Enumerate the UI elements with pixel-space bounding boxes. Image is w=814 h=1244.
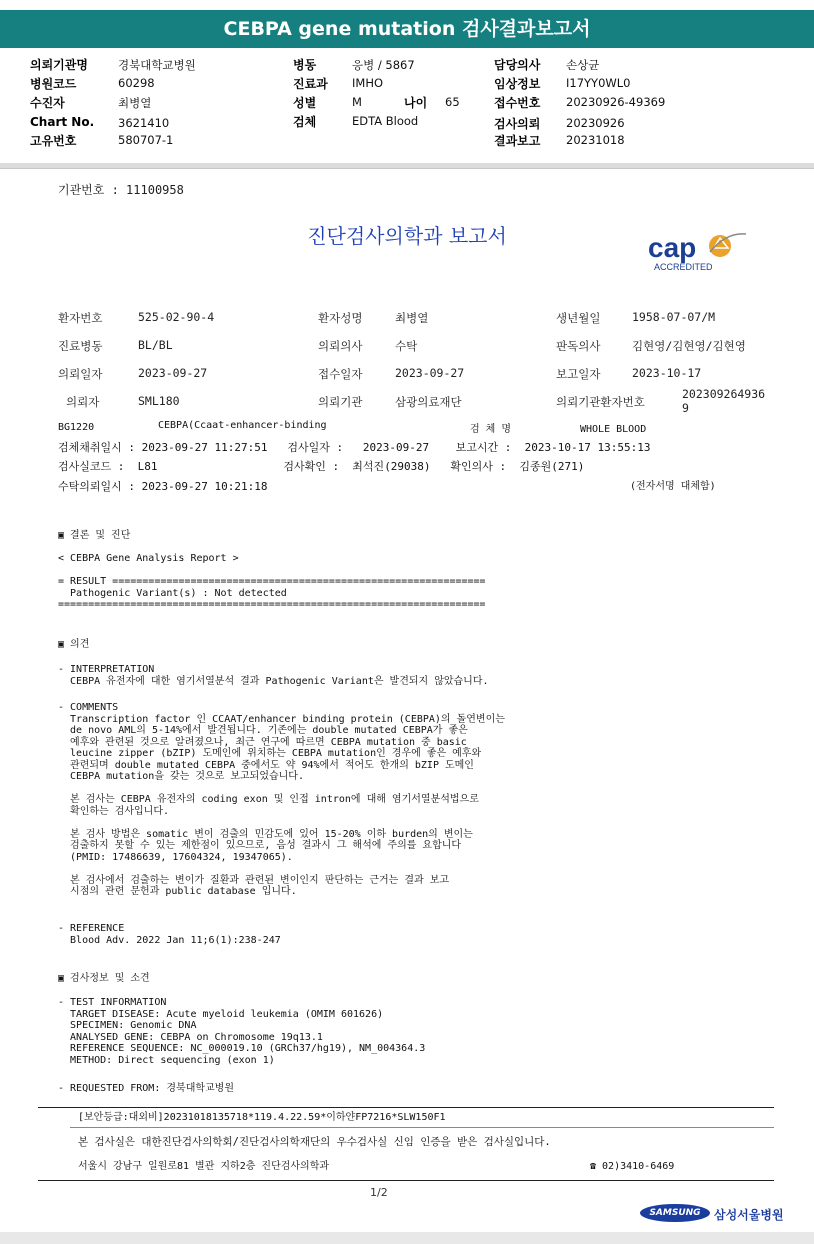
phone-text: ☎ 02)3410-6469 <box>590 1161 675 1172</box>
hospital-name-logo: 삼성서울병원 <box>714 1208 784 1222</box>
patient-label-receipt-date: 접수일자 <box>318 367 363 381</box>
patient-label-request-date: 의뢰일자 <box>58 367 103 381</box>
hdr-label-clinical-info: 임상정보 <box>494 77 541 91</box>
patient-value-name: 최병열 <box>395 311 429 325</box>
hdr-label-chart-no: Chart No. <box>30 115 95 129</box>
footer-bottom-rule <box>38 1180 774 1181</box>
patient-value-ordering-doctor: 수탁 <box>395 339 418 353</box>
patient-value-dob: 1958-07-07/M <box>632 310 716 324</box>
hdr-label-result-report: 결과보고 <box>494 134 541 148</box>
patient-label-report-date: 보고일자 <box>556 367 601 381</box>
test-info-line-3: 수탁의뢰일시 : 2023-09-27 10:21:18 <box>58 480 268 493</box>
specimen-label: 검 체 명 <box>470 424 512 435</box>
patient-value-requester: SML180 <box>138 394 180 408</box>
report-title-bar: CEBPA gene mutation 검사결과보고서 <box>0 10 814 48</box>
test-name: CEBPA(Ccaat-enhancer-binding <box>158 420 327 431</box>
test-info-line-1: 검체채취일시 : 2023-09-27 11:27:51 검사일자 : 2023-09-27 보고시간 : 2023-10-17 13:55:13 <box>58 441 651 454</box>
test-info-line-2: 검사실코드 : L81 검사확인 : 최석진(29038) 확인의사 : 김종원(271) <box>58 460 585 473</box>
hdr-label-doctor: 담당의사 <box>494 58 541 72</box>
hdr-value-patient: 최병열 <box>118 96 152 110</box>
hdr-value-hospital-code: 60298 <box>118 76 155 90</box>
patient-label-ordering-doctor: 의뢰의사 <box>318 339 363 353</box>
patient-value-ward: BL/BL <box>138 338 173 352</box>
patient-label-org-patient-no: 의뢰기관환자번호 <box>556 395 645 409</box>
hdr-value-requesting-institution: 경북대학교병원 <box>118 58 196 72</box>
interpretation-text: - INTERPRETATION CEBPA 유전자에 대한 염기서열분석 결과 Pathogenic Variant은 발견되지 않았습니다. <box>58 664 489 687</box>
test-info-section-heading: ▣ 검사정보 및 소견 <box>58 973 150 984</box>
test-information-text: - TEST INFORMATION TARGET DISEASE: Acute myeloid leukemia (OMIM 601626) SPECIMEN: Genomic DNA ANALYSED GENE: CEBPA on Chromosome 19q13.1 REFERENCE SEQUENCE: NC_000019.10 (GRCh37/hg19), NM_004364.3 METHOD: Direct sequencing (exon 1) <box>58 997 426 1066</box>
hdr-value-age: 65 <box>445 95 460 109</box>
security-line: [보안등급:대외비]20231018135718*119.4.22.59*이하얀FP7216*SLW150F1 <box>78 1112 446 1123</box>
patient-label-id: 환자번호 <box>58 311 103 325</box>
hdr-label-test-request: 검사의뢰 <box>494 117 541 131</box>
patient-label-dob: 생년월일 <box>556 311 601 325</box>
result-section-heading: ▣ 결론 및 진단 <box>58 530 131 541</box>
hdr-value-result-report: 20231018 <box>566 133 625 147</box>
cap-text: cap <box>648 232 697 263</box>
patient-value-requesting-org: 삼광의료재단 <box>395 395 462 409</box>
certification-text: 본 검사실은 대한진단검사의학회/진단검사의학재단의 우수검사실 신임 인증을 받은 검사실입니다. <box>78 1136 551 1148</box>
reference-text: - REFERENCE Blood Adv. 2022 Jan 11;6(1):238-247 <box>58 923 281 946</box>
comments-text: - COMMENTS Transcription factor 인 CCAAT/enhancer binding protein (CEBPA)의 돌연변이는 de novo AML의 5-14%에서 발견됩니다. 기존에는 double mutated CEBPA가 좋은 예후와 관련된 것으로 알려졌으나, 최근 연구에 따르면 CEBPA mutation 중 basic leucine zipper (bZIP) 도메인에 위치하는 CEBPA mutation인 경우에 좋은 예후와 관련되며 double mutated CEBPA 중에서도 약 94%에서 적어도 한개의 bZIP 도메인 CEBPA mutation을 갖는 것으로 보고되었습니다. 본 검사는 CEBPA 유전자의 coding exon 및 인접 intron에 대해 염기서열분석법으로 확인하는 검사입니다. 본 검사 방법은 somatic 변이 검출의 민감도에 있어 15-20% 이하 burden의 변이는 검출하지 못할 수 있는 제한점이 있으므로, 음성 결과시 그 해석에 주의를 요합니다 (PMID: 17486639, 17604324, 19347065). 본 검사에서 검출하는 변이가 질환과 관련된 변이인지 판단하는 근거는 결과 보고 시점의 관련 문헌과 public database 입니다. <box>58 702 505 897</box>
specimen-value: WHOLE BLOOD <box>580 424 647 435</box>
hdr-value-specimen: EDTA Blood <box>352 114 419 128</box>
hdr-label-specimen: 검체 <box>293 115 317 129</box>
hdr-label-age: 나이 <box>404 96 428 110</box>
patient-label-ward: 진료병동 <box>58 339 103 353</box>
hdr-label-hospital-code: 병원코드 <box>30 77 77 91</box>
footer-mid-rule <box>70 1127 774 1128</box>
hdr-value-clinical-info: I17YY0WL0 <box>566 76 631 90</box>
patient-value-request-date: 2023-09-27 <box>138 366 208 380</box>
opinion-section-heading: ▣ 의견 <box>58 639 90 650</box>
hdr-value-ward: 응병 / 5867 <box>352 58 415 72</box>
header-separator-line <box>0 168 814 169</box>
hdr-value-doctor: 손상균 <box>566 58 600 72</box>
hdr-value-test-request: 20230926 <box>566 116 625 130</box>
hdr-label-receipt-no: 접수번호 <box>494 96 541 110</box>
patient-label-name: 환자성명 <box>318 311 363 325</box>
hdr-label-ward: 병동 <box>293 58 317 72</box>
hdr-label-patient: 수진자 <box>30 96 65 110</box>
patient-value-org-patient-no: 2023092649369 <box>682 387 766 415</box>
requested-from-text: - REQUESTED FROM: 경북대학교병원 <box>58 1083 234 1094</box>
patient-value-report-date: 2023-10-17 <box>632 366 702 380</box>
page-bottom-frame <box>0 1232 814 1244</box>
report-heading: 진단검사의학과 보고서 <box>307 224 507 248</box>
patient-value-id: 525-02-90-4 <box>138 310 215 324</box>
result-section-body: < CEBPA Gene Analysis Report > = RESULT ============================================================== Pathogenic Variant(s) : Not detected ======================================================================= <box>58 553 486 610</box>
patient-label-requester: 의뢰자 <box>66 395 100 409</box>
cap-accredited-logo <box>648 226 758 276</box>
patient-label-requesting-org: 의뢰기관 <box>318 395 363 409</box>
hdr-value-unique-no: 580707-1 <box>118 133 174 147</box>
hdr-label-sex: 성별 <box>293 96 317 110</box>
hdr-label-requesting-institution: 의뢰기관명 <box>30 58 88 72</box>
address-text: 서울시 강남구 일원로81 별관 지하2층 진단검사의학과 <box>78 1161 330 1172</box>
test-code: BG1220 <box>58 422 95 433</box>
cap-accredited-text: ACCREDITED <box>654 262 713 272</box>
hdr-value-chart-no: 3621410 <box>118 116 170 130</box>
hdr-value-sex: M <box>352 95 362 109</box>
patient-value-receipt-date: 2023-09-27 <box>395 366 465 380</box>
hdr-value-receipt-no: 20230926-49369 <box>566 95 666 109</box>
institution-number: 기관번호 : 11100958 <box>58 183 184 197</box>
page-number: 1/2 <box>370 1186 388 1199</box>
hdr-label-unique-no: 고유번호 <box>30 134 77 148</box>
patient-label-reading-doctor: 판독의사 <box>556 339 601 353</box>
hdr-label-department: 진료과 <box>293 77 328 91</box>
samsung-logo-icon: SAMSUNG <box>640 1204 710 1222</box>
patient-value-reading-doctor: 김현영/김현영/김현영 <box>632 339 746 353</box>
hdr-value-department: IMHO <box>352 76 384 90</box>
footer-top-rule <box>38 1107 774 1108</box>
electronic-signature-note: (전자서명 대체함) <box>630 481 716 492</box>
